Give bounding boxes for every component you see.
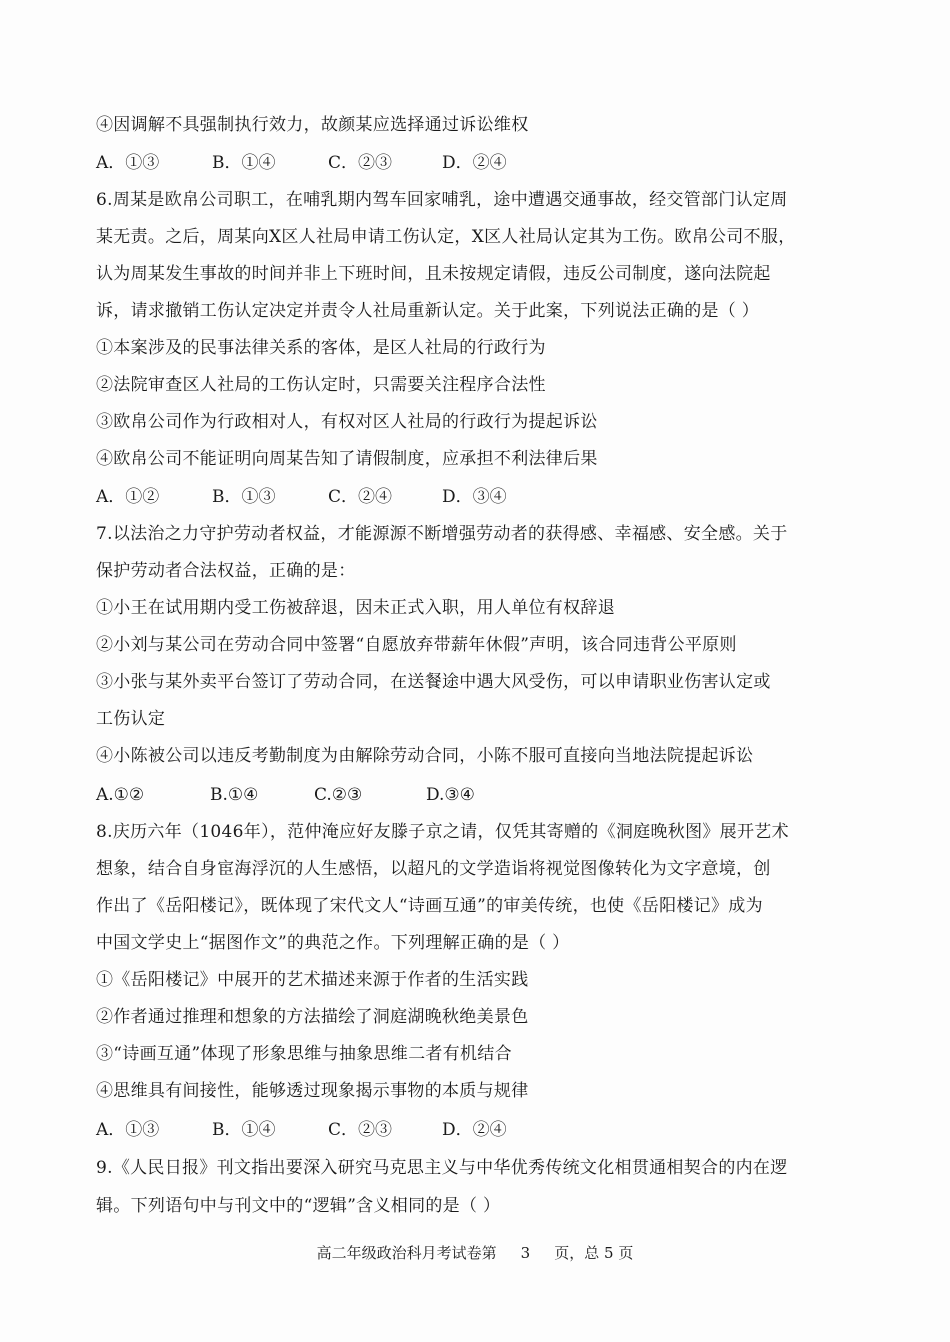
q6-option-b: B．①③ — [212, 487, 276, 507]
q7-option-d: D.③④ — [426, 785, 475, 805]
q7-options — [96, 784, 475, 806]
q7-item-3-cont: 工伤认定 — [96, 709, 166, 729]
q8-stem-line: 中国文学史上“据图作文”的典范之作。下列理解正确的是（ ） — [96, 933, 570, 953]
q7-option-b: B.①④ — [210, 785, 259, 805]
q6-item-2: ②法院审查区人社局的工伤认定时，只需要关注程序合法性 — [96, 375, 546, 395]
q7-item-4: ④小陈被公司以违反考勤制度为由解除劳动合同，小陈不服可直接向当地法院提起诉讼 — [96, 746, 754, 766]
q8-item-1: ①《岳阳楼记》中展开的艺术描述来源于作者的生活实践 — [96, 970, 529, 990]
q8-item-2: ②作者通过推理和想象的方法描绘了洞庭湖晚秋绝美景色 — [96, 1007, 529, 1027]
q7-option-c: C.②③ — [314, 785, 363, 805]
q5-options — [96, 152, 507, 174]
q8-stem-line: 作出了《岳阳楼记》，既体现了宋代文人“诗画互通”的审美传统，也使《岳阳楼记》成为 — [96, 896, 763, 916]
q8-option-b: B．①④ — [212, 1120, 276, 1140]
q7-stem-line: 保护劳动者合法权益，正确的是： — [96, 561, 356, 581]
q6-stem-line: 诉，请求撤销工伤认定决定并责令人社局重新认定。关于此案，下列说法正确的是（ ） — [96, 301, 760, 321]
q8-option-c: C．②③ — [328, 1120, 393, 1140]
q5-option-d: D．②④ — [442, 153, 507, 173]
footer-suffix: 页，总 5 页 — [554, 1244, 634, 1262]
q6-stem-line: 某无责。之后，周某向X区人社局申请工伤认定，X区人社局认定其为工伤。欧帛公司不服， — [96, 227, 796, 247]
q7-option-a: A.①② — [96, 785, 145, 805]
q6-option-c: C．②④ — [328, 487, 393, 507]
footer-prefix: 高二年级政治科月考试卷第 — [316, 1244, 497, 1262]
q9-stem-line: 辑。下列语句中与刊文中的“逻辑”含义相同的是（ ） — [96, 1196, 501, 1216]
page-footer — [0, 1243, 950, 1263]
q8-option-d: D．②④ — [442, 1120, 507, 1140]
q5-item-4: ④因调解不具强制执行效力，故颜某应选择通过诉讼维权 — [96, 115, 529, 135]
q9-stem-line: 9.《人民日报》刊文指出要深入研究马克思主义与中华优秀传统文化相贯通相契合的内在逻 — [96, 1158, 788, 1178]
q5-option-b: B．①④ — [212, 153, 276, 173]
q6-options — [96, 486, 507, 508]
q6-item-4: ④欧帛公司不能证明向周某告知了请假制度，应承担不利法律后果 — [96, 449, 598, 469]
q7-stem-line: 7.以法治之力守护劳动者权益，才能源源不断增强劳动者的获得感、幸福感、安全感。关于 — [96, 524, 788, 544]
q8-stem-line: 8.庆历六年（1046年），范仲淹应好友滕子京之请，仅凭其寄赠的《洞庭晚秋图》展开艺术 — [96, 822, 789, 842]
q6-stem-line: 认为周某发生事故的时间并非上下班时间，且未按规定请假，违反公司制度，遂向法院起 — [96, 264, 771, 284]
q7-item-1: ①小王在试用期内受工伤被辞退，因未正式入职，用人单位有权辞退 — [96, 598, 615, 618]
q6-option-a: A．①② — [96, 487, 160, 507]
q8-stem-line: 想象，结合自身宦海浮沉的人生感悟，以超凡的文学造诣将视觉图像转化为文字意境，创 — [96, 859, 771, 879]
q5-option-a: A．①③ — [96, 153, 160, 173]
q7-item-2: ②小刘与某公司在劳动合同中签署“自愿放弃带薪年休假”声明，该合同违背公平原则 — [96, 635, 737, 655]
q8-item-3: ③“诗画互通”体现了形象思维与抽象思维二者有机结合 — [96, 1044, 512, 1064]
q8-item-4: ④思维具有间接性，能够透过现象揭示事物的本质与规律 — [96, 1081, 529, 1101]
q8-option-a: A．①③ — [96, 1120, 160, 1140]
q7-item-3: ③小张与某外卖平台签订了劳动合同，在送餐途中遇大风受伤，可以申请职业伤害认定或 — [96, 672, 771, 692]
q8-options — [96, 1119, 507, 1141]
q6-item-3: ③欧帛公司作为行政相对人，有权对区人社局的行政行为提起诉讼 — [96, 412, 598, 432]
q6-stem-line: 6.周某是欧帛公司职工，在哺乳期内驾车回家哺乳，途中遭遇交通事故，经交管部门认定周 — [96, 190, 788, 210]
q6-item-1: ①本案涉及的民事法律关系的客体，是区人社局的行政行为 — [96, 338, 546, 358]
footer-page-number: 3 — [520, 1244, 531, 1262]
q6-option-d: D．③④ — [442, 487, 507, 507]
q5-option-c: C．②③ — [328, 153, 393, 173]
